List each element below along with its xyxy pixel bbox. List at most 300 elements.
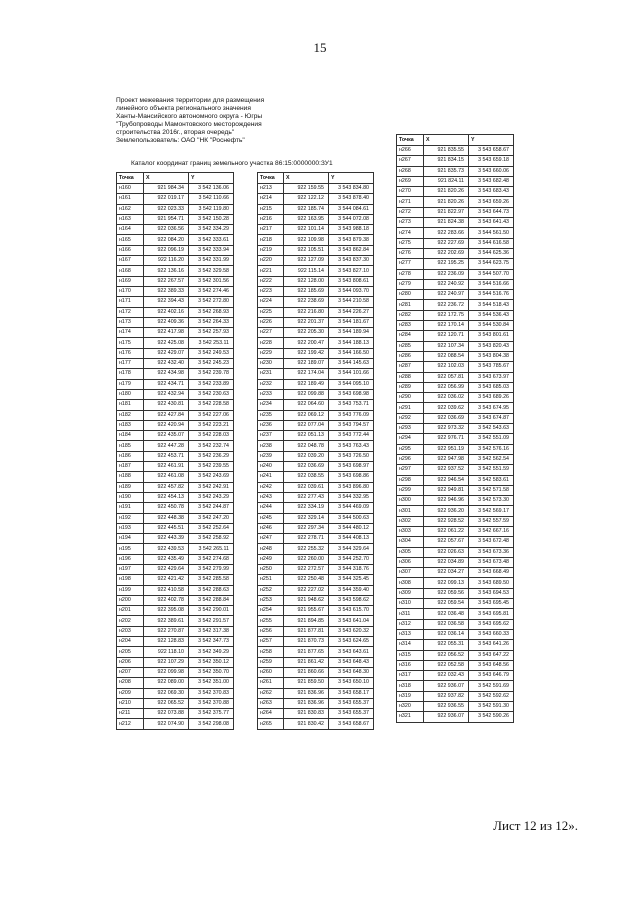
point-cell: н305 — [397, 547, 424, 557]
table-row — [117, 214, 234, 224]
x-cell: 921 870.73 — [284, 637, 329, 647]
x-cell: 922 227.02 — [284, 585, 329, 595]
point-cell: н299 — [397, 485, 424, 495]
x-cell: 922 039.20 — [284, 451, 329, 461]
table-row — [117, 379, 234, 389]
x-cell: 922 329.14 — [284, 513, 329, 523]
x-cell: 922 445.51 — [144, 523, 189, 533]
point-cell: н220 — [258, 256, 284, 266]
table-row — [258, 194, 374, 204]
x-cell: 922 059.54 — [424, 599, 469, 609]
table-row — [258, 256, 374, 266]
x-cell: 921 835.55 — [424, 146, 469, 156]
x-cell: 921 955.67 — [284, 606, 329, 616]
point-cell: н316 — [397, 660, 424, 670]
table-row — [117, 256, 234, 266]
y-cell: 3 543 673.97 — [469, 372, 514, 382]
point-cell: н182 — [117, 410, 144, 420]
table-row — [397, 465, 514, 475]
y-cell: 3 544 516.76 — [469, 290, 514, 300]
x-cell: 922 069.30 — [144, 688, 189, 698]
y-cell: 3 543 896.80 — [329, 482, 374, 492]
table-row — [258, 647, 374, 657]
table-row — [258, 266, 374, 276]
y-cell: 3 544 359.40 — [329, 585, 374, 595]
y-cell: 3 543 659.18 — [469, 156, 514, 166]
x-cell: 922 099.88 — [284, 389, 329, 399]
table-row — [117, 472, 234, 482]
table-row — [117, 348, 234, 358]
y-cell: 3 543 659.26 — [469, 197, 514, 207]
y-cell: 3 543 643.61 — [329, 647, 374, 657]
table-row — [397, 702, 514, 712]
point-cell: н241 — [258, 472, 284, 482]
y-cell: 3 542 258.92 — [189, 534, 234, 544]
y-cell: 3 543 648.56 — [469, 660, 514, 670]
x-cell: 922 420.94 — [144, 420, 189, 430]
x-cell: 922 429.07 — [144, 348, 189, 358]
table-row — [117, 266, 234, 276]
point-cell: н225 — [258, 307, 284, 317]
x-cell: 922 023.33 — [144, 204, 189, 214]
y-cell: 3 544 625.36 — [469, 248, 514, 258]
point-cell: н168 — [117, 266, 144, 276]
table-row — [397, 351, 514, 361]
table-row — [258, 606, 374, 616]
x-cell: 921 859.50 — [284, 678, 329, 688]
y-cell: 3 542 228.58 — [189, 400, 234, 410]
x-cell: 922 200.47 — [284, 338, 329, 348]
table-row — [117, 451, 234, 461]
y-cell: 3 543 660.33 — [469, 629, 514, 639]
point-cell: н252 — [258, 585, 284, 595]
y-cell: 3 543 658.17 — [329, 688, 374, 698]
point-cell: н286 — [397, 351, 424, 361]
point-cell: н262 — [258, 688, 284, 698]
x-cell: 922 216.80 — [284, 307, 329, 317]
y-cell: 3 543 698.97 — [329, 462, 374, 472]
table-row — [258, 544, 374, 554]
x-cell: 922 240.92 — [424, 279, 469, 289]
x-cell: 922 065.52 — [144, 698, 189, 708]
table-row — [258, 719, 374, 729]
table-row — [258, 441, 374, 451]
x-cell: 922 026.63 — [424, 547, 469, 557]
header-line: Землепользователь: ОАО "НК "Роснефть" — [116, 137, 245, 144]
coordinates-table-3 — [396, 134, 514, 723]
table-row — [258, 410, 374, 420]
point-cell: н190 — [117, 492, 144, 502]
table-row — [397, 156, 514, 166]
x-cell: 922 056.99 — [424, 382, 469, 392]
point-cell: н232 — [258, 379, 284, 389]
header-line: Проект межевания территории для размещения — [116, 97, 265, 104]
table-row — [258, 472, 374, 482]
y-cell: 3 544 480.12 — [329, 523, 374, 533]
x-cell: 922 084.20 — [144, 235, 189, 245]
y-cell: 3 543 804.38 — [469, 351, 514, 361]
x-cell: 922 277.43 — [284, 492, 329, 502]
x-cell: 922 928.52 — [424, 516, 469, 526]
y-cell: 3 543 695.81 — [469, 609, 514, 619]
x-cell: 922 032.43 — [424, 671, 469, 681]
table-row — [397, 629, 514, 639]
y-cell: 3 542 268.93 — [189, 307, 234, 317]
point-cell: н313 — [397, 629, 424, 639]
x-cell: 922 099.13 — [424, 578, 469, 588]
y-cell: 3 544 507.70 — [469, 269, 514, 279]
y-cell: 3 542 279.99 — [189, 564, 234, 574]
point-cell: н230 — [258, 359, 284, 369]
point-cell: н228 — [258, 338, 284, 348]
y-cell: 3 542 285.58 — [189, 575, 234, 585]
point-cell: н301 — [397, 506, 424, 516]
y-cell: 3 542 253.11 — [189, 338, 234, 348]
table-row — [258, 348, 374, 358]
point-cell: н317 — [397, 671, 424, 681]
table-row — [117, 647, 234, 657]
y-cell: 3 542 247.20 — [189, 513, 234, 523]
x-cell: 922 128.00 — [284, 276, 329, 286]
table-row — [117, 688, 234, 698]
y-cell: 3 543 644.73 — [469, 207, 514, 217]
point-cell: н306 — [397, 557, 424, 567]
point-cell: н189 — [117, 482, 144, 492]
x-cell: 922 255.32 — [284, 544, 329, 554]
y-cell: 3 544 084.61 — [329, 204, 374, 214]
y-cell: 3 544 093.70 — [329, 286, 374, 296]
y-cell: 3 542 244.87 — [189, 503, 234, 513]
point-cell: н247 — [258, 534, 284, 544]
y-cell: 3 543 862.84 — [329, 245, 374, 255]
point-cell: н264 — [258, 709, 284, 719]
y-cell: 3 542 375.77 — [189, 709, 234, 719]
x-cell: 922 205.30 — [284, 328, 329, 338]
y-cell: 3 543 648.30 — [329, 667, 374, 677]
x-cell: 922 457.82 — [144, 482, 189, 492]
table-row — [397, 372, 514, 382]
y-cell: 3 543 698.86 — [329, 472, 374, 482]
y-cell: 3 544 318.76 — [329, 564, 374, 574]
x-cell: 921 824.11 — [424, 176, 469, 186]
table-row — [397, 526, 514, 536]
y-cell: 3 544 101.66 — [329, 369, 374, 379]
y-cell: 3 544 329.64 — [329, 544, 374, 554]
x-cell: 922 937.82 — [424, 691, 469, 701]
table-row — [117, 698, 234, 708]
table-row — [117, 338, 234, 348]
y-cell: 3 544 252.70 — [329, 554, 374, 564]
table-row — [258, 575, 374, 585]
table-row — [397, 176, 514, 186]
y-cell: 3 542 591.30 — [469, 702, 514, 712]
x-cell: 922 260.00 — [284, 554, 329, 564]
point-cell: н274 — [397, 228, 424, 238]
col-y-header: Y — [329, 173, 374, 184]
point-cell: н207 — [117, 667, 144, 677]
y-cell: 3 543 776.09 — [329, 410, 374, 420]
table-row — [117, 420, 234, 430]
x-cell: 922 427.84 — [144, 410, 189, 420]
table-row — [117, 297, 234, 307]
y-cell: 3 543 615.70 — [329, 606, 374, 616]
x-cell: 921 835.73 — [424, 166, 469, 176]
y-cell: 3 543 808.61 — [329, 276, 374, 286]
x-cell: 922 417.98 — [144, 328, 189, 338]
point-cell: н281 — [397, 300, 424, 310]
y-cell: 3 542 228.03 — [189, 431, 234, 441]
y-cell: 3 542 239.78 — [189, 369, 234, 379]
y-cell: 3 543 772.44 — [329, 431, 374, 441]
table-row — [258, 297, 374, 307]
y-cell: 3 542 573.30 — [469, 496, 514, 506]
y-cell: 3 544 332.95 — [329, 492, 374, 502]
x-cell: 922 937.52 — [424, 465, 469, 475]
x-cell: 922 453.71 — [144, 451, 189, 461]
point-cell: н192 — [117, 513, 144, 523]
y-cell: 3 543 988.18 — [329, 225, 374, 235]
x-cell: 922 201.37 — [284, 317, 329, 327]
point-cell: н280 — [397, 290, 424, 300]
x-cell: 922 236.72 — [424, 300, 469, 310]
y-cell: 3 542 562.54 — [469, 454, 514, 464]
x-cell: 922 099.98 — [144, 667, 189, 677]
y-cell: 3 544 518.43 — [469, 300, 514, 310]
table-row — [397, 671, 514, 681]
y-cell: 3 542 331.99 — [189, 256, 234, 266]
x-cell: 922 936.20 — [424, 506, 469, 516]
table-row — [397, 475, 514, 485]
y-cell: 3 542 576.16 — [469, 444, 514, 454]
x-cell: 922 270.87 — [144, 626, 189, 636]
x-cell: 922 278.71 — [284, 534, 329, 544]
x-cell: 922 116.20 — [144, 256, 189, 266]
header-line: Ханты-Мансийского автономного округа - Югры — [116, 113, 263, 120]
table-row — [397, 331, 514, 341]
point-cell: н223 — [258, 286, 284, 296]
y-cell: 3 542 150.28 — [189, 214, 234, 224]
col-x-header: X — [284, 173, 329, 184]
table-row — [117, 235, 234, 245]
y-cell: 3 542 233.89 — [189, 379, 234, 389]
table-row — [117, 667, 234, 677]
table-row — [117, 431, 234, 441]
table-row — [117, 719, 234, 729]
table-row — [397, 238, 514, 248]
table-row — [117, 462, 234, 472]
point-cell: н160 — [117, 184, 144, 194]
table-row — [258, 338, 374, 348]
x-cell: 922 034.89 — [424, 557, 469, 567]
y-cell: 3 543 694.53 — [469, 588, 514, 598]
point-cell: н294 — [397, 434, 424, 444]
point-cell: н170 — [117, 286, 144, 296]
y-cell: 3 542 347.73 — [189, 637, 234, 647]
x-cell: 922 019.17 — [144, 194, 189, 204]
x-cell: 922 163.95 — [284, 214, 329, 224]
y-cell: 3 543 763.43 — [329, 441, 374, 451]
y-cell: 3 542 557.59 — [469, 516, 514, 526]
point-cell: н187 — [117, 462, 144, 472]
point-cell: н177 — [117, 359, 144, 369]
point-cell: н320 — [397, 702, 424, 712]
y-cell: 3 544 325.45 — [329, 575, 374, 585]
table-row — [397, 516, 514, 526]
y-cell: 3 544 145.63 — [329, 359, 374, 369]
x-cell: 922 430.81 — [144, 400, 189, 410]
point-cell: н321 — [397, 712, 424, 722]
col-x-header: X — [424, 135, 469, 146]
x-cell: 922 947.98 — [424, 454, 469, 464]
table-row — [397, 413, 514, 423]
y-cell: 3 544 226.27 — [329, 307, 374, 317]
x-cell: 922 122.12 — [284, 194, 329, 204]
x-cell: 922 199.42 — [284, 348, 329, 358]
point-cell: н210 — [117, 698, 144, 708]
point-cell: н198 — [117, 575, 144, 585]
point-cell: н193 — [117, 523, 144, 533]
y-cell: 3 544 530.84 — [469, 321, 514, 331]
y-cell: 3 543 682.48 — [469, 176, 514, 186]
table-row — [117, 482, 234, 492]
point-cell: н284 — [397, 331, 424, 341]
x-cell: 922 272.57 — [284, 564, 329, 574]
x-cell: 921 830.83 — [284, 709, 329, 719]
y-cell: 3 544 210.58 — [329, 297, 374, 307]
point-cell: н219 — [258, 245, 284, 255]
point-cell: н250 — [258, 564, 284, 574]
y-cell: 3 542 334.29 — [189, 225, 234, 235]
table-row — [258, 328, 374, 338]
point-cell: н239 — [258, 451, 284, 461]
table-row — [397, 166, 514, 176]
y-cell: 3 544 189.94 — [329, 328, 374, 338]
table-row — [117, 595, 234, 605]
point-cell: н196 — [117, 554, 144, 564]
x-cell: 922 115.14 — [284, 266, 329, 276]
table-row — [258, 503, 374, 513]
table-row — [117, 194, 234, 204]
y-cell: 3 542 291.57 — [189, 616, 234, 626]
x-cell: 922 159.55 — [284, 184, 329, 194]
table-row — [258, 431, 374, 441]
y-cell: 3 543 685.03 — [469, 382, 514, 392]
point-cell: н185 — [117, 441, 144, 451]
point-cell: н229 — [258, 348, 284, 358]
y-cell: 3 543 698.98 — [329, 389, 374, 399]
x-cell: 922 101.14 — [284, 225, 329, 235]
point-cell: н194 — [117, 534, 144, 544]
y-cell: 3 542 349.29 — [189, 647, 234, 657]
point-cell: н318 — [397, 681, 424, 691]
x-cell: 921 948.62 — [284, 595, 329, 605]
point-cell: н296 — [397, 454, 424, 464]
table-row — [117, 492, 234, 502]
point-cell: н246 — [258, 523, 284, 533]
table-row — [397, 259, 514, 269]
y-cell: 3 542 370.83 — [189, 688, 234, 698]
x-cell: 922 976.71 — [424, 434, 469, 444]
point-cell: н257 — [258, 637, 284, 647]
point-cell: н244 — [258, 503, 284, 513]
table-row — [258, 667, 374, 677]
table-row — [258, 420, 374, 430]
y-cell: 3 542 288.63 — [189, 585, 234, 595]
y-cell: 3 543 674.87 — [469, 413, 514, 423]
y-cell: 3 543 878.40 — [329, 194, 374, 204]
table-row — [258, 616, 374, 626]
x-cell: 922 432.40 — [144, 359, 189, 369]
table-row — [397, 578, 514, 588]
table-row — [258, 245, 374, 255]
y-cell: 3 542 236.29 — [189, 451, 234, 461]
point-cell: н176 — [117, 348, 144, 358]
x-cell: 922 395.08 — [144, 606, 189, 616]
x-cell: 922 057.81 — [424, 372, 469, 382]
y-cell: 3 542 290.01 — [189, 606, 234, 616]
table-row — [117, 441, 234, 451]
x-cell: 922 189.07 — [284, 359, 329, 369]
x-cell: 921 861.42 — [284, 657, 329, 667]
y-cell: 3 544 072.08 — [329, 214, 374, 224]
y-cell: 3 542 272.80 — [189, 297, 234, 307]
point-cell: н308 — [397, 578, 424, 588]
table-row — [258, 709, 374, 719]
y-cell: 3 542 243.69 — [189, 472, 234, 482]
x-cell: 922 118.10 — [144, 647, 189, 657]
y-cell: 3 542 223.21 — [189, 420, 234, 430]
y-cell: 3 543 658.67 — [469, 146, 514, 156]
table-row — [258, 400, 374, 410]
x-cell: 922 434.71 — [144, 379, 189, 389]
x-cell: 921 820.26 — [424, 197, 469, 207]
x-cell: 922 036.69 — [284, 462, 329, 472]
table-row — [117, 534, 234, 544]
y-cell: 3 543 646.79 — [469, 671, 514, 681]
x-cell: 922 036.58 — [424, 619, 469, 629]
x-cell: 922 048.78 — [284, 441, 329, 451]
table-row — [258, 286, 374, 296]
table-row — [397, 382, 514, 392]
table-row — [397, 341, 514, 351]
table-row — [117, 307, 234, 317]
point-cell: н251 — [258, 575, 284, 585]
y-cell: 3 542 350.12 — [189, 657, 234, 667]
table-header-row — [117, 173, 234, 184]
table-row — [397, 424, 514, 434]
point-cell: н218 — [258, 235, 284, 245]
y-cell: 3 543 785.67 — [469, 362, 514, 372]
table-row — [397, 537, 514, 547]
x-cell: 922 089.00 — [144, 678, 189, 688]
table-row — [397, 660, 514, 670]
x-cell: 922 189.49 — [284, 379, 329, 389]
point-cell: н212 — [117, 719, 144, 729]
x-cell: 921 954.71 — [144, 214, 189, 224]
point-cell: н165 — [117, 235, 144, 245]
y-cell: 3 543 641.43 — [469, 218, 514, 228]
y-cell: 3 543 674.95 — [469, 403, 514, 413]
x-cell: 922 056.52 — [424, 650, 469, 660]
x-cell: 922 107.29 — [144, 657, 189, 667]
point-cell: н314 — [397, 640, 424, 650]
table-row — [258, 626, 374, 636]
point-cell: н191 — [117, 503, 144, 513]
point-cell: н208 — [117, 678, 144, 688]
x-cell: 921 836.96 — [284, 698, 329, 708]
table-row — [397, 444, 514, 454]
table-row — [258, 534, 374, 544]
